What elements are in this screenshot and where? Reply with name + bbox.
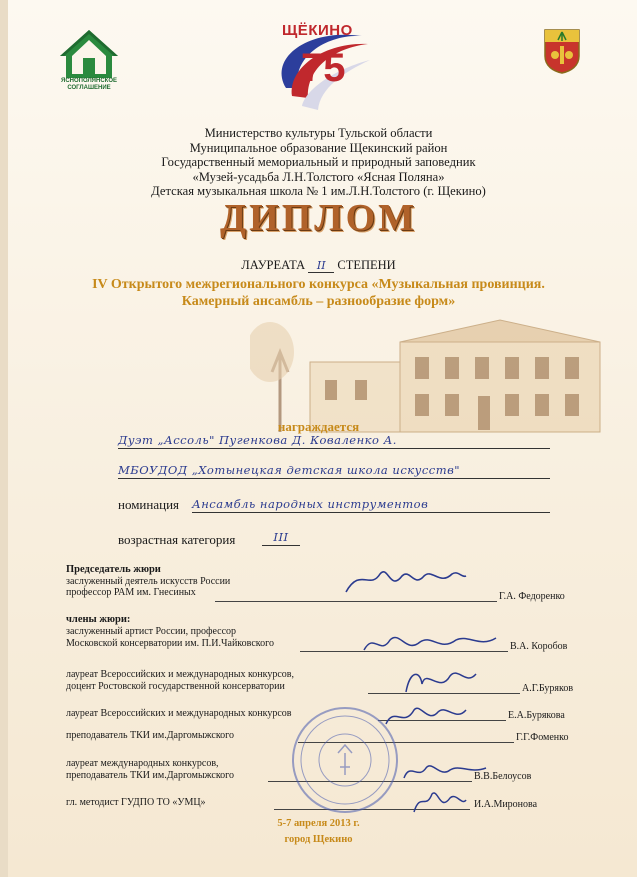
- org-line: «Музей-усадьба Л.Н.Толстого «Ясная Поляна»: [192, 169, 445, 184]
- recipient-line-2: МБОУДОД „Хотынецкая детская школа искусств": [118, 462, 550, 479]
- jury-member-name: Е.А.Бурякова: [508, 710, 565, 721]
- jury-members-heading: [66, 614, 130, 626]
- org-line: Государственный мемориальный и природный заповедник: [161, 155, 476, 170]
- jury-member-name: И.А.Миронова: [474, 799, 538, 810]
- member-signature-icon: [400, 664, 480, 698]
- jury-chair-title: профессор РАМ им. Гнесиных: [66, 587, 196, 598]
- contest-line: IV Открытого межрегионального конкурса «Музыкальная провинция.: [92, 277, 545, 292]
- recipient-line-1: Дуэт „Ассоль" Пугенкова Д. Коваленко А.: [118, 432, 550, 449]
- jury-member-title: лауреат международных конкурсов,: [66, 758, 219, 769]
- jury-member-block: [66, 758, 234, 781]
- awarded-heading: награждается: [277, 419, 360, 434]
- jury-members-title: члены жюри:: [66, 614, 131, 625]
- estate-building-illustration: [250, 312, 610, 434]
- chair-signature-icon: [340, 562, 470, 598]
- member-signature-icon: [410, 786, 470, 816]
- jury-member-name: В.В.Белоусов: [474, 771, 532, 782]
- jury-member-block: [66, 626, 274, 649]
- jury-member-title: Московской консерватории им. П.И.Чайковского: [66, 637, 274, 649]
- round-stamp-icon: [290, 705, 400, 815]
- jury-member-title: лауреат Всероссийских и международных конкурсов: [66, 708, 292, 719]
- event-date: 5-7 апреля 2013 г.: [277, 818, 360, 829]
- jury-member-title: преподаватель ТКИ им.Даргомыжского: [66, 730, 235, 741]
- jury-member-title: гл. методист ГУДПО ТО «УМЦ»: [66, 797, 206, 808]
- city-name-logo: ЩЁКИНО: [282, 22, 353, 39]
- jury-member-title: лауреат Всероссийских и международных конкурсов,: [66, 669, 295, 680]
- contest-name: [0, 276, 637, 310]
- laureate-suffix: СТЕПЕНИ: [337, 258, 396, 272]
- jury-member-title: доцент Ростовской государственной консерватории: [66, 680, 285, 692]
- jury-member-block: [66, 708, 292, 720]
- member-signature-icon: [360, 630, 500, 660]
- jury-chair-name: Г.А. Федоренко: [499, 591, 565, 602]
- nomination-value: Ансамбль народных инструментов: [192, 496, 550, 513]
- jury-member-name: Г.Г.Фоменко: [516, 732, 569, 743]
- jury-member-name: А.Г.Буряков: [522, 683, 574, 694]
- laureate-degree: [0, 258, 637, 273]
- age-category-value: III: [262, 529, 300, 546]
- organizers-block: [0, 126, 637, 199]
- contest-line: Камерный ансамбль – разнообразие форм»: [181, 294, 456, 309]
- jury-member-block: [66, 797, 206, 809]
- jury-member-title: преподаватель ТКИ им.Даргомыжского: [66, 769, 235, 781]
- member-signature-icon: [400, 758, 490, 784]
- age-category-label: возрастная категория: [118, 532, 236, 547]
- org-line: Министерство культуры Тульской области: [204, 126, 433, 140]
- jury-member-block: [66, 730, 234, 742]
- jury-chair-heading: Председатель жюри: [66, 564, 161, 575]
- diploma-title: ДИПЛОМ: [220, 197, 417, 239]
- jury-member-title: заслуженный артист России, профессор: [66, 626, 237, 637]
- org-line: Детская музыкальная школа № 1 им.Л.Н.Толстого (г. Щекино): [151, 184, 486, 199]
- event-city: город Щекино: [284, 834, 353, 845]
- jury-chair-title: заслуженный деятель искусств России: [66, 575, 231, 587]
- soglashenie-caption: ЯСНОПОЛЯНСКОЕ СОГЛАШЕНИЕ: [61, 78, 117, 91]
- jury-chair-block: [66, 564, 230, 599]
- coat-of-arms-icon: [543, 28, 581, 74]
- anniversary-number: 75: [301, 46, 346, 90]
- jury-member-name: В.А. Коробов: [510, 641, 568, 652]
- laureate-degree-value: II: [308, 259, 334, 273]
- org-line: Муниципальное образование Щекинский район: [189, 140, 448, 155]
- jury-member-block: [66, 669, 294, 692]
- signature-line: [215, 600, 497, 602]
- laureate-prefix: ЛАУРЕАТА: [241, 258, 306, 272]
- nomination-label: номинация: [118, 497, 180, 512]
